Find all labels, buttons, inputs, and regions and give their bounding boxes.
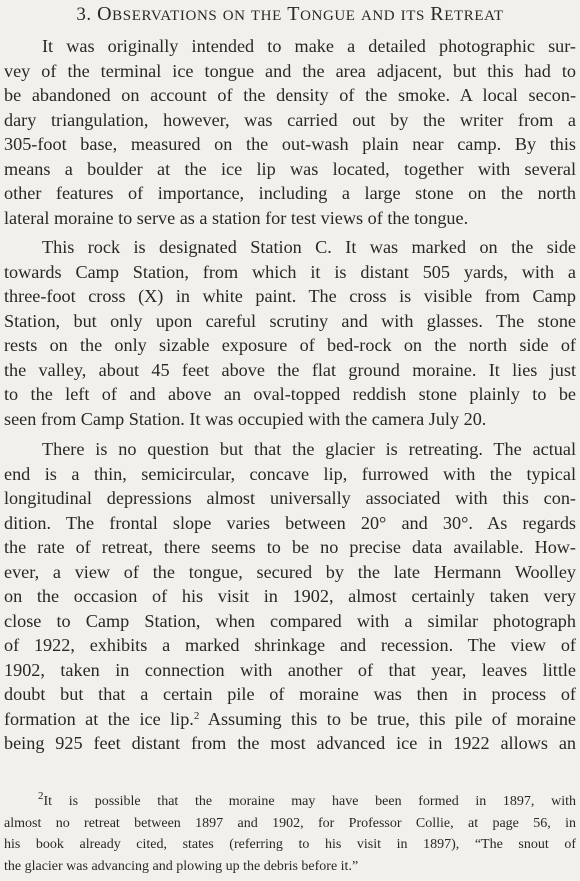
heading-word: ON <box>222 8 246 24</box>
paragraph-line: on the occasion of his visit in 1902, almost certainly taken very <box>4 586 576 606</box>
paragraph-line: being 925 feet distant from the most advanced ice in 1922 allows an <box>4 733 576 753</box>
footnote-line: his book already cited, states (referring to his visit in 1897), “The snout of <box>4 837 576 852</box>
paragraph-line: lateral moraine to serve as a station for test views of the tongue. <box>4 207 469 228</box>
heading-word: THE <box>250 8 282 24</box>
paragraph-1 <box>4 34 576 230</box>
line-text-continued: Assuming this to be true, this pile of moraine <box>199 708 576 729</box>
footnote-line: the glacier was advancing and plowing up the debris before it.” <box>4 858 359 874</box>
paragraph-line: three-foot cross (X) in white paint. The cross is visible from Camp <box>4 286 576 306</box>
paragraph-line: be abandoned on account of the density of the smoke. A local secon- <box>4 85 576 105</box>
paragraph-line: doubt but that a certain pile of moraine was then in process of <box>4 684 576 704</box>
section-title <box>97 4 504 25</box>
paragraph-line: dition. The frontal slope varies between 20° and 30°. As regards <box>4 512 576 533</box>
paragraph-line: close to Camp Station, when compared with a similar photograph <box>4 610 576 631</box>
footnote-reference[interactable]: 2 <box>193 709 200 722</box>
paragraph-line: of 1922, exhibits a marked shrinkage and recession. The view of <box>4 635 576 655</box>
paragraph-line: dary triangulation, however, was carried out by the writer from a <box>4 109 576 130</box>
footnote <box>4 791 576 877</box>
paragraph-line: Station, but only upon careful scrutiny and with glasses. The stone <box>4 310 576 331</box>
paragraph-line: 305-foot base, measured on the out-wash plain near camp. By this <box>4 134 576 154</box>
paragraph-line: towards Camp Station, from which it is distant 505 yards, with a <box>4 261 576 282</box>
paragraph-line: rests on the only sizable exposure of bed-rock on the north side of <box>4 335 576 355</box>
heading-word: RETREAT <box>430 3 504 25</box>
paragraph-line: This rock is designated Station C. It was marked on the side <box>42 237 576 257</box>
heading-word: TONGUE <box>287 3 356 25</box>
heading-word: AND <box>360 8 396 24</box>
paragraph-line: vey of the terminal ice tongue and the area adjacent, but this had to <box>4 60 576 81</box>
paragraph-line-with-footnote-ref <box>4 707 576 732</box>
heading-word: OBSERVATIONS <box>97 3 218 25</box>
line-text: formation at the ice lip. <box>4 708 194 729</box>
paragraph-line: the rate of retreat, there seems to be no precise data available. How- <box>4 537 576 557</box>
paragraph-3 <box>4 437 576 756</box>
footnote-line: almost no retreat between 1897 and 1902, for Professor Collie, at page 56, in <box>4 815 576 831</box>
footnote-marker: 2 <box>38 790 44 802</box>
paragraph-line: to the left of and above an oval-topped reddish stone plainly to be <box>4 384 576 404</box>
paragraph-line: means a boulder at the ice lip was located, together with several <box>4 158 576 179</box>
heading-word: ITS <box>400 8 425 24</box>
paragraph-line: ever, a view of the tongue, secured by the late Hermann Woolley <box>4 561 576 582</box>
section-heading <box>0 2 580 28</box>
paragraph-line: longitudinal depressions almost universally associated with this con- <box>4 488 576 508</box>
paragraph-line: seen from Camp Station. It was occupied with the camera July 20. <box>4 408 487 429</box>
footnote-line <box>4 791 576 813</box>
paragraph-line: the valley, about 45 feet above the flat ground moraine. It lies just <box>4 359 576 380</box>
section-number: 3. <box>76 4 92 25</box>
paragraph-line: 1902, taken in connection with another of that year, leaves little <box>4 659 576 680</box>
paragraph-line: It was originally intended to make a detailed photographic sur- <box>42 36 576 56</box>
paragraph-2 <box>4 235 576 431</box>
paragraph-line: There is no question but that the glacier is retreating. The actual <box>42 439 576 459</box>
paragraph-line: other features of importance, including a large stone on the north <box>4 183 576 203</box>
footnote-text: It is possible that the moraine may have been formed in 1897, with <box>43 794 576 809</box>
paragraph-line: end is a thin, semicircular, concave lip, furrowed with the typical <box>4 463 576 484</box>
